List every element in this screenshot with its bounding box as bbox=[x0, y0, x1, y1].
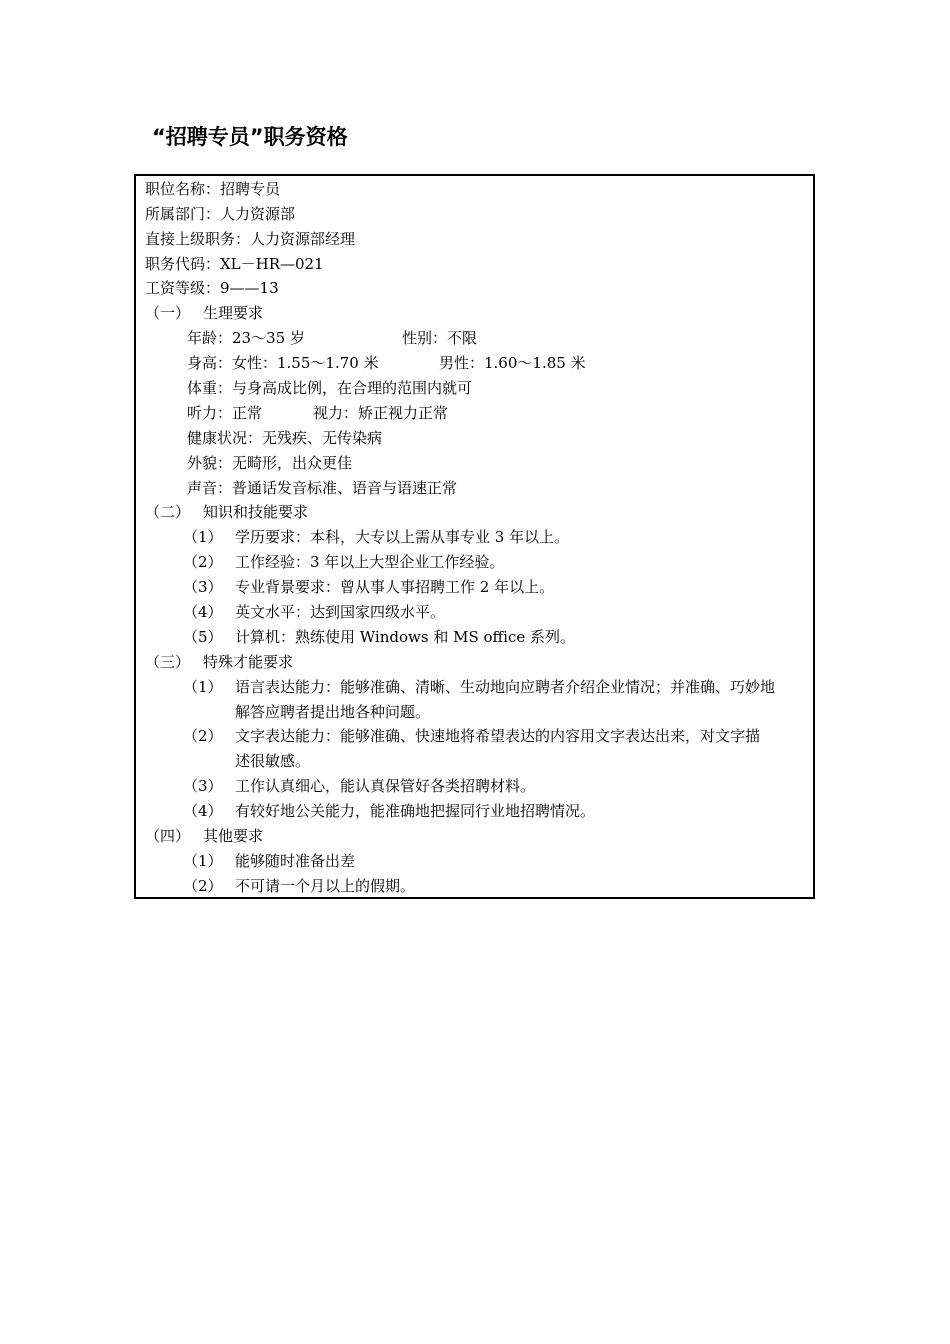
section-3-title: 特殊才能要求 bbox=[203, 653, 294, 671]
list-item bbox=[183, 577, 554, 597]
section-4-number: （四） bbox=[145, 827, 191, 845]
item-text: 工作认真细心，能认真保管好各类招聘材料。 bbox=[235, 777, 536, 795]
item-text: 能够随时准备出差 bbox=[235, 852, 356, 870]
weight-requirement: 体重：与身高成比例，在合理的范围内就可 bbox=[187, 379, 473, 397]
item-text: 英文水平：达到国家四级水平。 bbox=[235, 603, 446, 621]
item-number: （5） bbox=[183, 628, 223, 646]
vision-requirement: 视力：矫正视力正常 bbox=[313, 404, 449, 422]
list-item bbox=[183, 627, 575, 647]
item-text: 有较好地公关能力，能准确地把握同行业地招聘情况。 bbox=[235, 802, 596, 820]
section-3-heading bbox=[145, 652, 293, 672]
voice-requirement: 声音：普通话发音标准、语音与语速正常 bbox=[187, 479, 458, 497]
item-number: （2） bbox=[183, 553, 223, 571]
department: 所属部门：人力资源部 bbox=[145, 205, 296, 223]
job-code: 职务代码：XL－HR—021 bbox=[145, 255, 324, 273]
height-male: 男性：1.60～1.85 米 bbox=[439, 354, 586, 372]
item-number: （2） bbox=[183, 727, 223, 745]
appearance-requirement: 外貌：无畸形，出众更佳 bbox=[187, 454, 353, 472]
item-text-continued: 解答应聘者提出地各种问题。 bbox=[235, 703, 431, 721]
item-text: 专业背景要求：曾从事人事招聘工作 2 年以上。 bbox=[235, 578, 555, 596]
item-text: 不可请一个月以上的假期。 bbox=[235, 877, 416, 895]
item-number: （1） bbox=[183, 528, 223, 546]
position-name: 职位名称：招聘专员 bbox=[145, 180, 281, 198]
item-text: 语言表达能力：能够准确、清晰、生动地向应聘者介绍企业情况；并准确、巧妙地 bbox=[235, 678, 776, 696]
gender-requirement: 性别：不限 bbox=[402, 329, 478, 347]
section-2-title: 知识和技能要求 bbox=[203, 503, 309, 521]
list-item bbox=[183, 876, 415, 896]
item-number: （3） bbox=[183, 777, 223, 795]
section-2-number: （二） bbox=[145, 503, 191, 521]
section-4-heading bbox=[145, 826, 263, 846]
list-item bbox=[183, 726, 760, 746]
document-title: “招聘专员”职务资格 bbox=[152, 125, 348, 149]
list-item bbox=[183, 851, 355, 871]
item-text-continued: 述很敏感。 bbox=[235, 752, 311, 770]
section-3-number: （三） bbox=[145, 653, 191, 671]
list-item bbox=[183, 776, 535, 796]
superior-position: 直接上级职务：人力资源部经理 bbox=[145, 230, 356, 248]
item-text: 学历要求：本科，大专以上需从事专业 3 年以上。 bbox=[235, 528, 570, 546]
health-requirement: 健康状况：无残疾、无传染病 bbox=[187, 429, 383, 447]
section-1-title: 生理要求 bbox=[203, 304, 264, 322]
item-text: 工作经验：3 年以上大型企业工作经验。 bbox=[235, 553, 505, 571]
list-item bbox=[183, 602, 445, 622]
section-1-heading bbox=[145, 303, 263, 323]
job-qualification-box bbox=[134, 174, 815, 899]
item-text: 计算机：熟练使用 Windows 和 MS office 系列。 bbox=[235, 628, 576, 646]
item-number: （3） bbox=[183, 578, 223, 596]
age-requirement: 年龄：23～35 岁 bbox=[187, 329, 305, 347]
height-female: 身高：女性：1.55～1.70 米 bbox=[187, 354, 379, 372]
section-1-number: （一） bbox=[145, 304, 191, 322]
item-number: （1） bbox=[183, 852, 223, 870]
section-2-heading bbox=[145, 502, 308, 522]
item-number: （2） bbox=[183, 877, 223, 895]
hearing-requirement: 听力：正常 bbox=[187, 404, 263, 422]
item-number: （1） bbox=[183, 678, 223, 696]
item-number: （4） bbox=[183, 802, 223, 820]
list-item bbox=[183, 552, 504, 572]
list-item bbox=[183, 801, 595, 821]
item-number: （4） bbox=[183, 603, 223, 621]
section-4-title: 其他要求 bbox=[203, 827, 264, 845]
list-item bbox=[183, 527, 569, 547]
list-item bbox=[183, 677, 775, 697]
salary-grade: 工资等级：9——13 bbox=[145, 279, 279, 297]
item-text: 文字表达能力：能够准确、快速地将希望表达的内容用文字表达出来，对文字描 bbox=[235, 727, 761, 745]
